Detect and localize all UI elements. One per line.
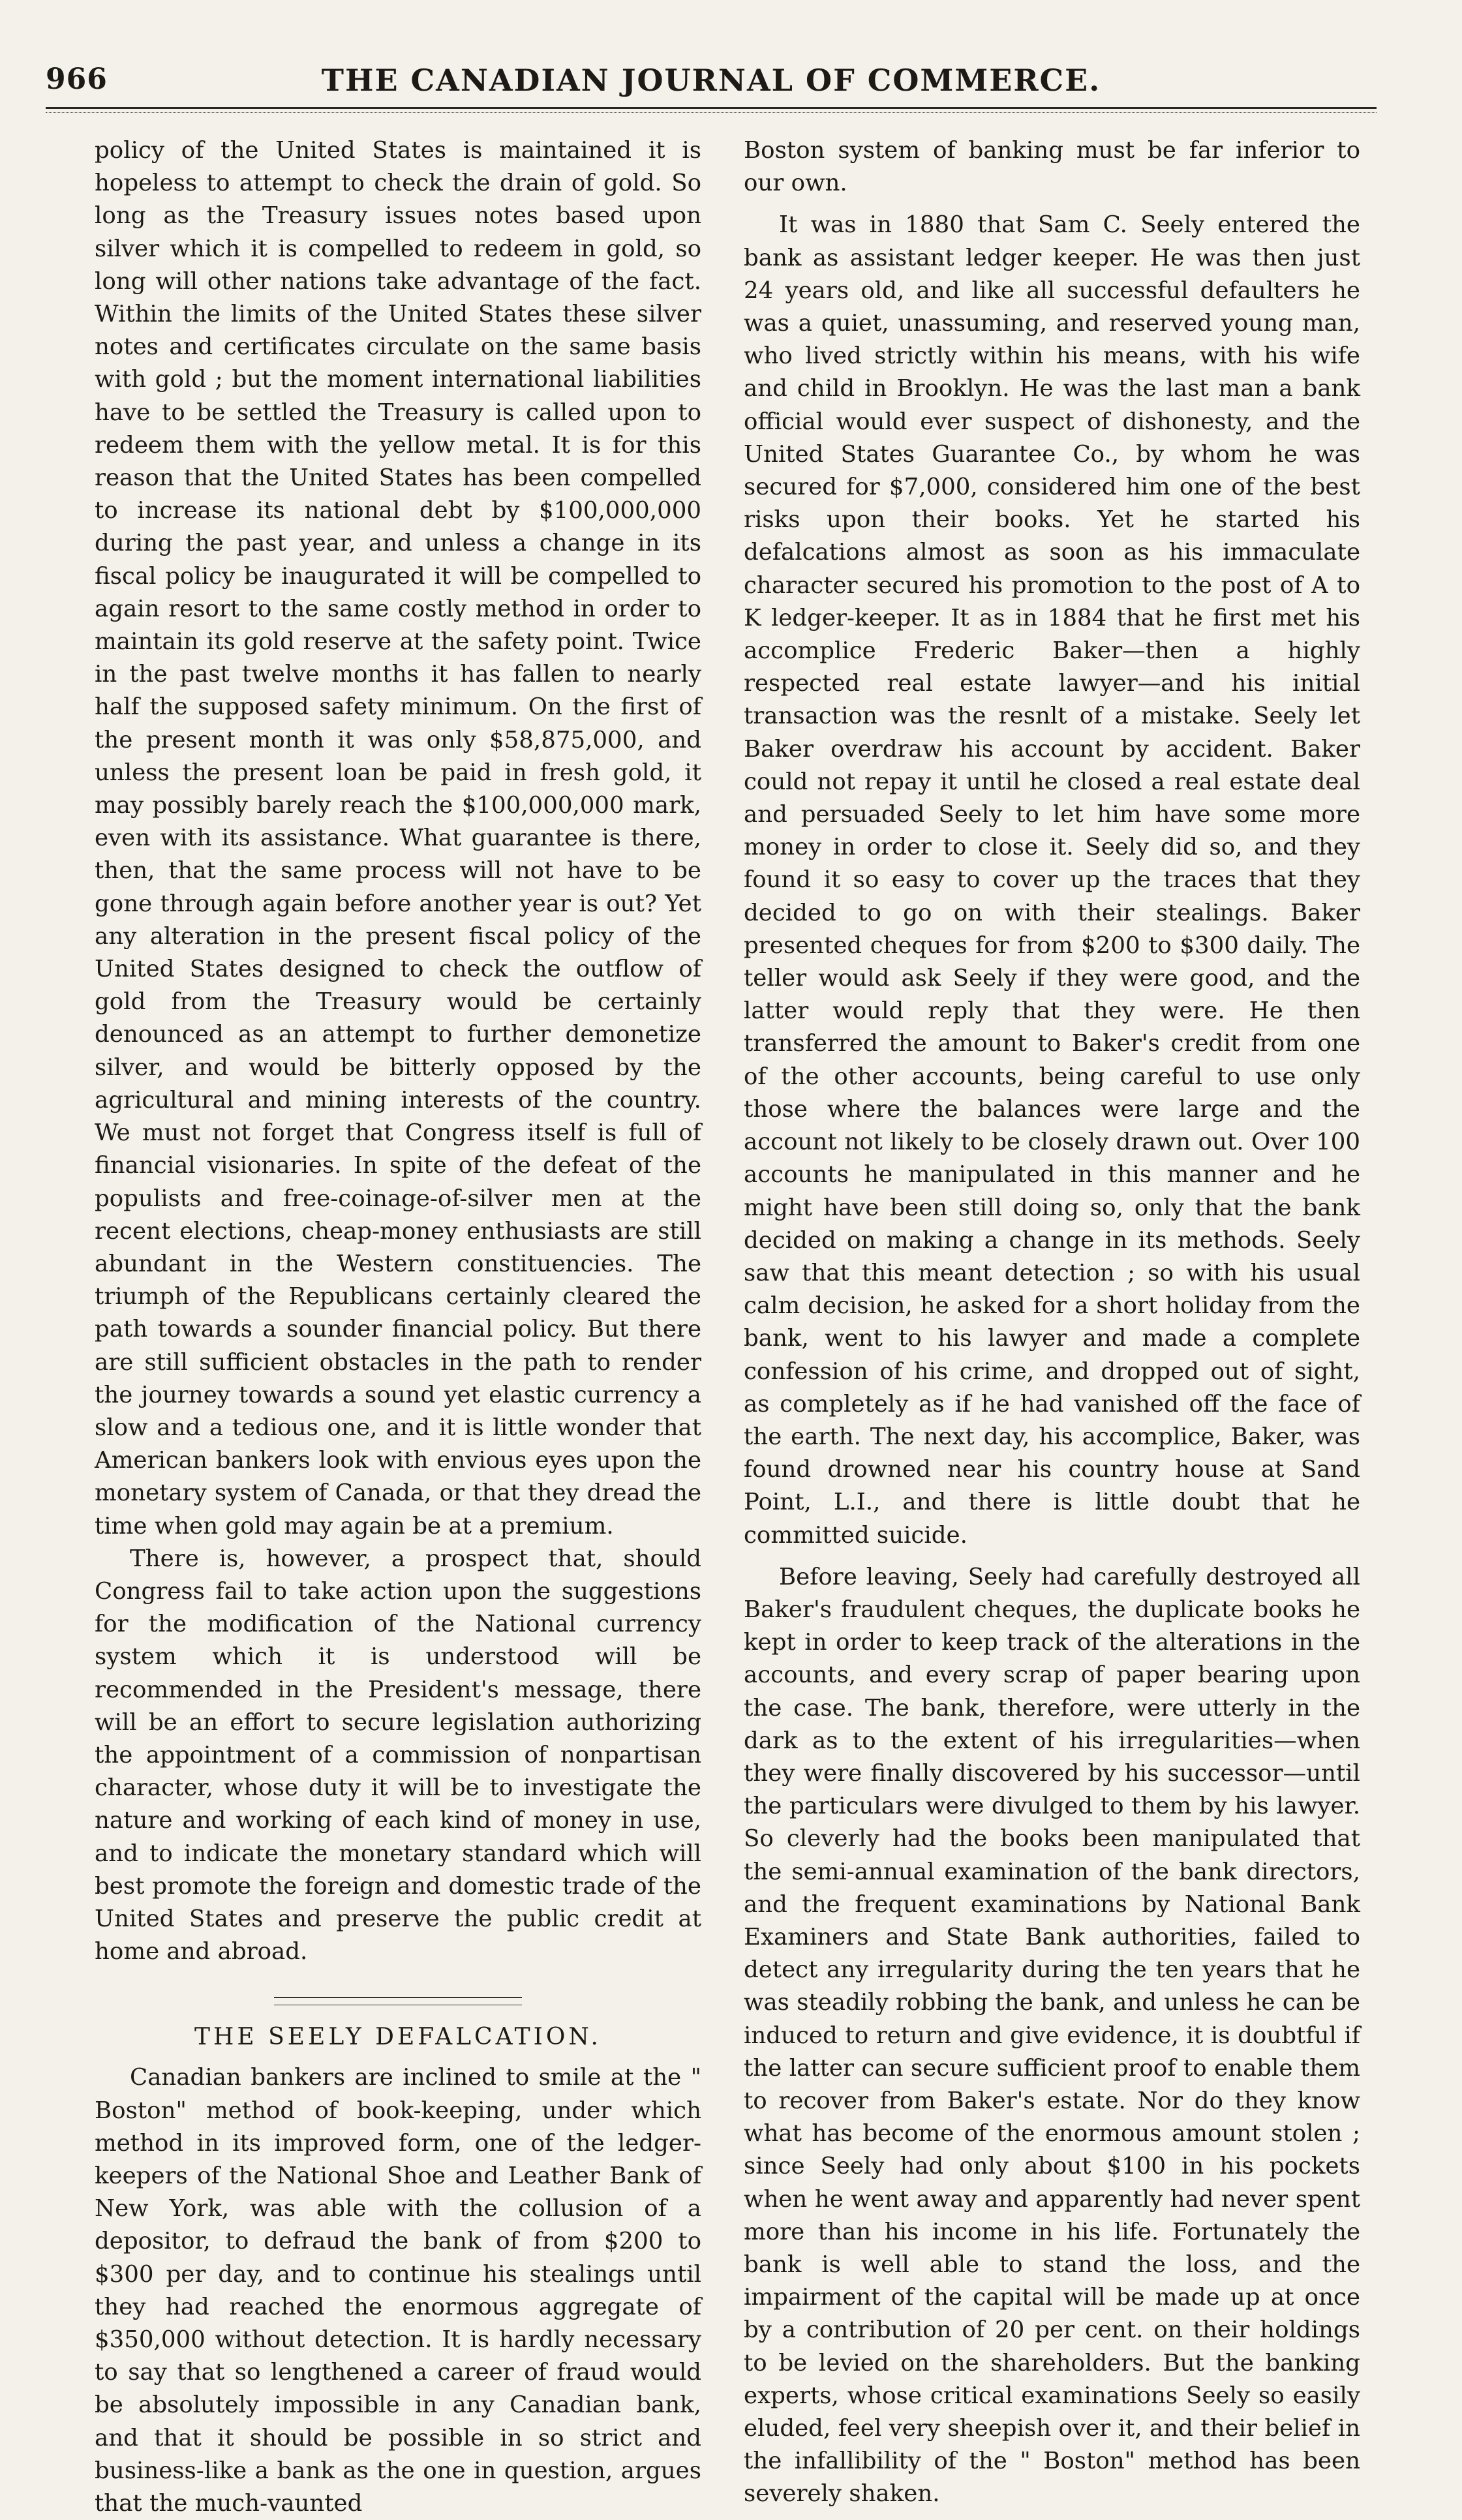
seely-paragraph-4: Before leaving, Seely had carefully destroyed all Baker's fraudulent cheques, the duplicate books he kept in order to keep track of the alterations in the accounts, and every scrap of paper bearing upon the case. The bank, therefore, were utterly in the dark as to the extent of his irregularities—when they were finally discovered by his successor—until the particulars were divulged to them by his lawyer. So cleverly had the books been manipulated that the semi-annual examination of the bank directors, and the frequent examinations by National Bank Examiners and State Bank authorities, failed to detect any irregularity during the ten years that he was steadily robbing the bank, and unless he can be induced to return and give evidence, it is doubtful if the latter can secure sufficient proof to enable them to recover from Baker's estate. Nor do they know what has become of the enormous amount stolen ; since Seely had only about $100 in his pockets when he went away and apparently had never spent more than his income in his life. Fortunately the bank is well able to stand the loss, and the impairment of the capital will be made up at once by a contribution of 20 per cent. on their holdings to be levied on the shareholders. But the banking experts, whose critical examinations Seely so easily eluded, feel very sheepish over it, and their belief in the infallibility of the " Boston" method has been severely shaken. <box>744 1563 1360 2508</box>
section-divider <box>274 1997 522 2005</box>
article-paragraph-1: policy of the United States is maintained it is hopeless to attempt to check the drain of gold. So long as the Treasury issues notes based upon silver which it is compelled to redeem in gold, so long will other nations take advantage of the fact. Within the limits of the United States these silver notes and certificates circulate on the same basis with gold ; but the moment international liabilities have to be settled the Treasury is called upon to redeem them with the yellow metal. It is for this reason that the United States has been compelled to increase its national debt by $100,000,000 during the past year, and unless a change in its fiscal policy be inaugurated it will be compelled to again resort to the same costly method in order to maintain its gold reserve at the safety point. Twice in the past twelve months it has fallen to nearly half the supposed safety minimum. On the first of the present month it was only $58,875,000, and unless the present loan be paid in fresh gold, it may possibly barely reach the $100,000,000 mark, even with its assistance. What guarantee is there, then, that the same process will not have to be gone through again before another year is out? Yet any alteration in the present fiscal policy of the United States designed to check the outflow of gold from the Treasury would be certainly denounced as an attempt to further demonetize silver, and would be bitterly opposed by the agricultural and mining interests of the country. We must not forget that Congress itself is full of financial visionaries. In spite of the defeat of the populists and free-coinage-of-silver men at the recent elections, cheap-money enthusiasts are still abundant in the Western constituencies. The triumph of the Republicans certainly cleared the path towards a sounder financial policy. But there are still sufficient obstacles in the path to render the journey towards a sound yet elastic currency a slow and a tedious one, and it is little wonder that American bankers look with envious eyes upon the monetary system of Canada, or that they dread the time when gold may again be at a premium. <box>95 137 701 1540</box>
seely-paragraph-1: Canadian bankers are inclined to smile at the " Boston" method of book-keeping, under which method in its improved form, one of the ledger-keepers of the National Shoe and Leather Bank of New York, was able with the collusion of a depositor, to defraud the bank of from $200 to $300 per day, and to continue his stealings until they had reached the enormous aggregate of $350,000 without detection. It is hardly necessary to say that so lengthened a career of fraud would be absolutely impossible in any Canadian bank, and that it should be possible in so strict and business-like a bank as the one in question, argues that the much-vaunted <box>95 2064 701 2517</box>
left-column <box>95 134 701 2520</box>
article-paragraph-2: There is, however, a prospect that, should Congress fail to take action upon the suggestions for the modification of the National currency system which it is understood will be recommended in the President's message, there will be an effort to secure legislation authorizing the appointment of a commission of nonpartisan character, whose duty it will be to investigate the nature and working of each kind of money in use, and to indicate the monetary standard which will best promote the foreign and domestic trade of the United States and preserve the public credit at home and abroad. <box>95 1545 701 1966</box>
header-dotted-rule <box>46 112 1377 113</box>
journal-title: THE CANADIAN JOURNAL OF COMMERCE. <box>321 63 1101 98</box>
seely-paragraph-3: It was in 1880 that Sam C. Seely entered the bank as assistant ledger keeper. He was then just 24 years old, and like all successful defaulters he was a quiet, unassuming, and reserved young man, who lived strictly within his means, with his wife and child in Brooklyn. He was the last man a bank official would ever suspect of dishonesty, and the United States Guarantee Co., by whom he was secured for $7,000, considered him one of the best risks upon their books. Yet he started his defalcations almost as soon as his immaculate character secured his promotion to the post of A to K ledger-keeper. It as in 1884 that he first met his accomplice Frederic Baker—then a highly respected real estate lawyer—and his initial transaction was the resnlt of a mistake. Seely let Baker overdraw his account by accident. Baker could not repay it until he closed a real estate deal and persuaded Seely to let him have some more money in order to close it. Seely did so, and they found it so easy to cover up the traces that they decided to go on with their stealings. Baker presented cheques for from $200 to $300 daily. The teller would ask Seely if they were good, and the latter would reply that they were. He then transferred the amount to Baker's credit from one of the other accounts, being careful to use only those where the balances were large and the account not likely to be closely drawn out. Over 100 accounts he manipulated in this manner and he might have been still doing so, only that the bank decided on making a change in its methods. Seely saw that this meant detection ; so with his usual calm decision, he asked for a short holiday from the bank, went to his lawyer and made a complete confession of his crime, and dropped out of sight, as completely as if he had vanished off the face of the earth. The next day, his accomplice, Baker, was found drowned near his country house at Sand Point, L.I., and there is little doubt that he committed suicide. <box>744 211 1360 1549</box>
header-rule <box>46 107 1377 109</box>
right-column <box>744 134 1360 2511</box>
page-header <box>46 63 1377 102</box>
section-title: THE SEELY DEFALCATION. <box>194 2024 602 2051</box>
seely-paragraph-2: Boston system of banking must be far inferior to our own. <box>744 137 1360 197</box>
page-number: 966 <box>46 63 108 96</box>
